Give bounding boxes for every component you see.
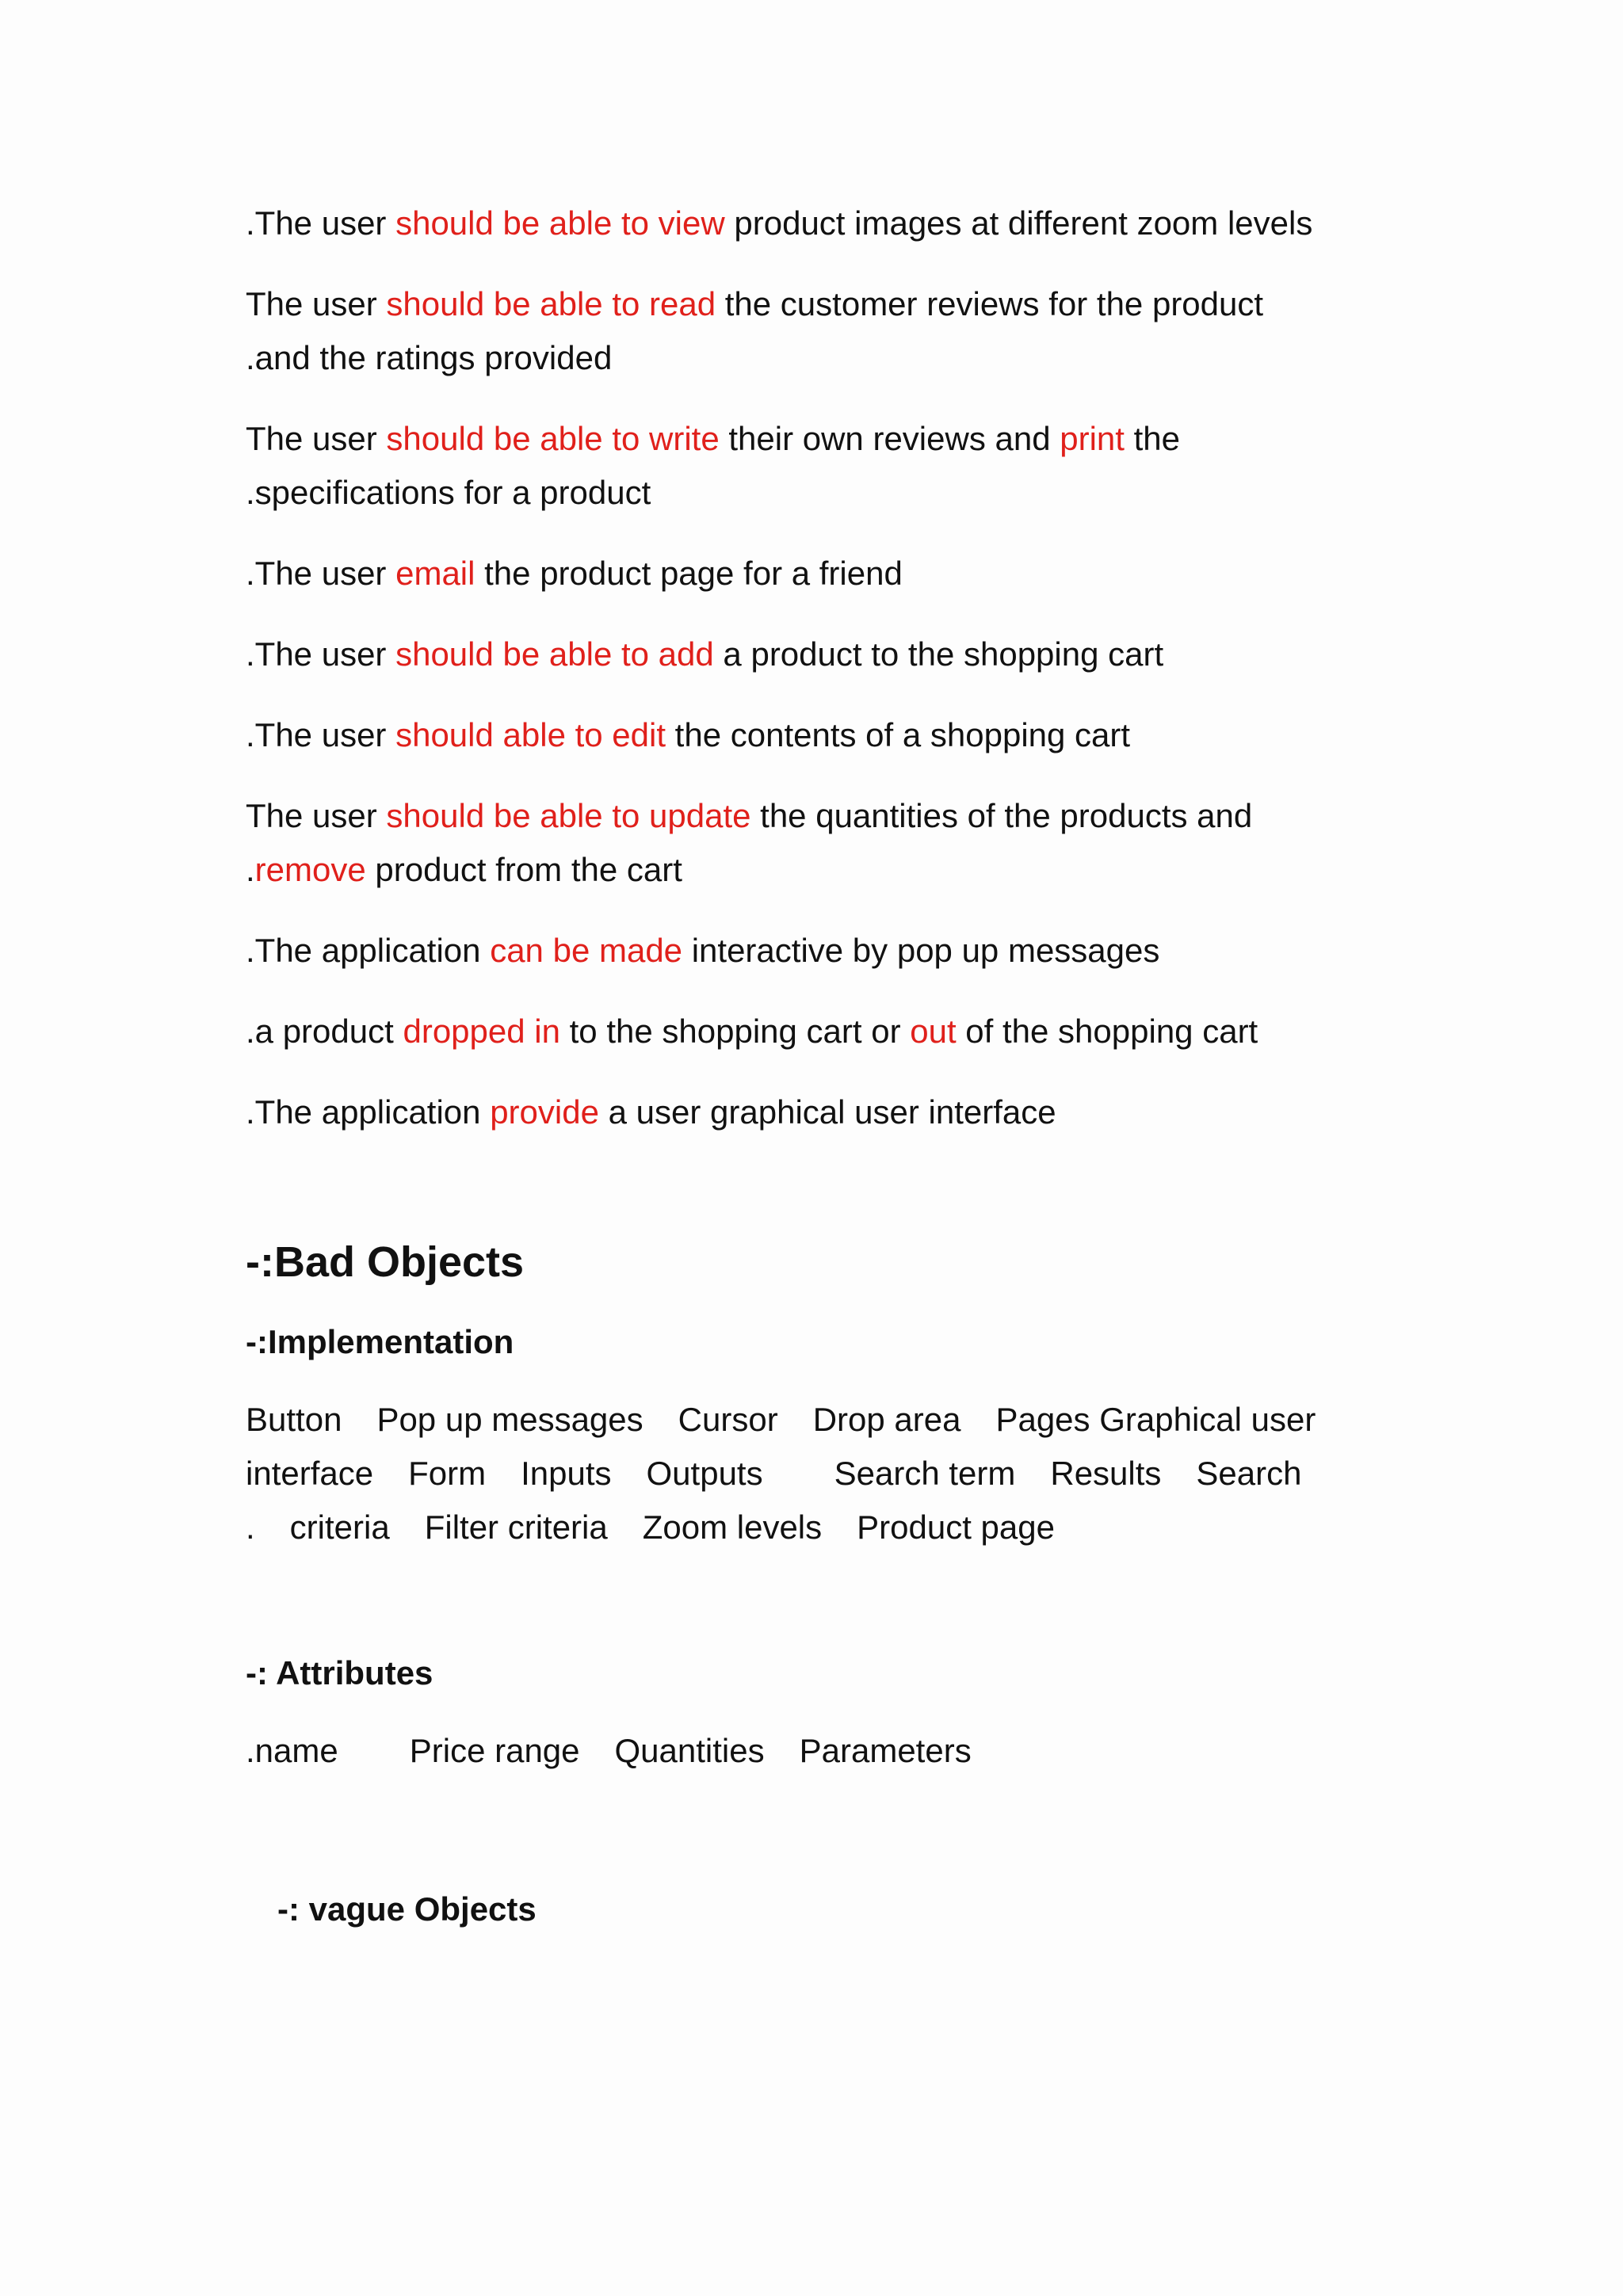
attributes-terms [246, 1724, 1419, 1778]
highlighted-phrase: email [395, 555, 475, 592]
highlighted-phrase: should be able to add [395, 635, 714, 673]
implementation-term: criteria [289, 1508, 390, 1546]
text-segment: .The user [246, 716, 396, 753]
highlighted-phrase: should be able to update [386, 797, 751, 834]
text-segment: .and the ratings provided [246, 339, 613, 376]
text-segment: . [246, 851, 255, 888]
text-segment: to the shopping cart or [559, 1013, 911, 1050]
requirement-paragraph [246, 627, 1419, 681]
implementation-term: Pop up messages [376, 1401, 643, 1438]
term-row [246, 1447, 1419, 1501]
requirement-paragraph [246, 1005, 1419, 1058]
attribute-term: .name [246, 1732, 338, 1769]
implementation-term: Button [246, 1401, 342, 1438]
implementation-term: Pages Graphical user [995, 1401, 1316, 1438]
text-segment: the quantities of the products and [750, 797, 1253, 834]
text-segment: .specifications for a product [246, 474, 651, 511]
requirement-line [246, 331, 1419, 385]
text-segment: their own reviews and [719, 420, 1060, 457]
requirement-paragraph [246, 277, 1419, 385]
text-segment: a product to the shopping cart [713, 635, 1164, 673]
term-row [246, 1393, 1419, 1447]
highlighted-phrase: should be able to read [386, 285, 716, 322]
implementation-term: Cursor [678, 1401, 778, 1438]
implementation-term: Drop area [812, 1401, 961, 1438]
implementation-term: . [246, 1508, 255, 1546]
requirements-list [246, 196, 1419, 1139]
term-row [246, 1501, 1419, 1554]
text-segment: the customer reviews for the product [716, 285, 1264, 322]
highlighted-phrase: should be able to view [395, 204, 725, 242]
text-segment: .a product [246, 1013, 403, 1050]
requirement-paragraph [246, 412, 1419, 520]
requirement-paragraph [246, 708, 1419, 762]
requirement-line [246, 277, 1419, 331]
text-segment: .The user [246, 204, 396, 242]
requirement-line [246, 843, 1419, 897]
text-segment: the product page for a friend [475, 555, 903, 592]
highlighted-phrase: can be made [490, 932, 683, 969]
highlighted-phrase: provide [490, 1093, 599, 1131]
text-segment: of the shopping cart [956, 1013, 1258, 1050]
text-segment: The user [246, 797, 387, 834]
requirement-paragraph [246, 547, 1419, 601]
highlighted-phrase: should able to edit [395, 716, 666, 753]
requirement-paragraph [246, 789, 1419, 897]
implementation-heading: -:Implementation [246, 1323, 514, 1360]
requirement-paragraph [246, 1085, 1419, 1139]
implementation-term: Search [1196, 1455, 1302, 1492]
text-segment: interactive by pop up messages [682, 932, 1160, 969]
term-row [246, 1724, 1419, 1778]
text-segment: the contents of a shopping cart [666, 716, 1131, 753]
requirement-paragraph [246, 196, 1419, 250]
implementation-term: Results [1050, 1455, 1162, 1492]
highlighted-phrase: dropped in [403, 1013, 560, 1050]
bad-objects-heading: -:Bad Objects [246, 1238, 525, 1286]
implementation-term: Outputs [646, 1455, 763, 1492]
implementation-term: Zoom levels [642, 1508, 823, 1546]
highlighted-phrase: print [1060, 420, 1125, 457]
text-segment: product from the cart [365, 851, 682, 888]
text-segment: the [1124, 420, 1181, 457]
text-segment: The user [246, 285, 387, 322]
requirement-line [246, 412, 1419, 466]
text-segment: a user graphical user interface [598, 1093, 1056, 1131]
attribute-term: Quantities [614, 1732, 765, 1769]
text-segment: .The user [246, 555, 396, 592]
highlighted-phrase: should be able to write [386, 420, 720, 457]
document-content [246, 196, 1419, 1960]
implementation-term: interface [246, 1455, 374, 1492]
implementation-term: Inputs [521, 1455, 612, 1492]
attribute-term: Price range [409, 1732, 580, 1769]
implementation-terms [246, 1393, 1419, 1554]
requirement-paragraph [246, 924, 1419, 978]
implementation-term: Product page [857, 1508, 1055, 1546]
text-segment: product images at different zoom levels [724, 204, 1313, 242]
attribute-term: Parameters [799, 1732, 972, 1769]
highlighted-phrase: out [910, 1013, 957, 1050]
text-segment: .The application [246, 932, 491, 969]
text-segment: The user [246, 420, 387, 457]
implementation-term: Filter criteria [424, 1508, 608, 1546]
highlighted-phrase: remove [254, 851, 366, 888]
text-segment: .The user [246, 635, 396, 673]
attributes-heading: -: Attributes [246, 1654, 433, 1691]
text-segment: .The application [246, 1093, 491, 1131]
implementation-term: Form [408, 1455, 487, 1492]
requirement-line [246, 466, 1419, 520]
vague-objects-heading: -: vague Objects [277, 1890, 537, 1928]
implementation-term: Search term [834, 1455, 1016, 1492]
requirement-line [246, 789, 1419, 843]
